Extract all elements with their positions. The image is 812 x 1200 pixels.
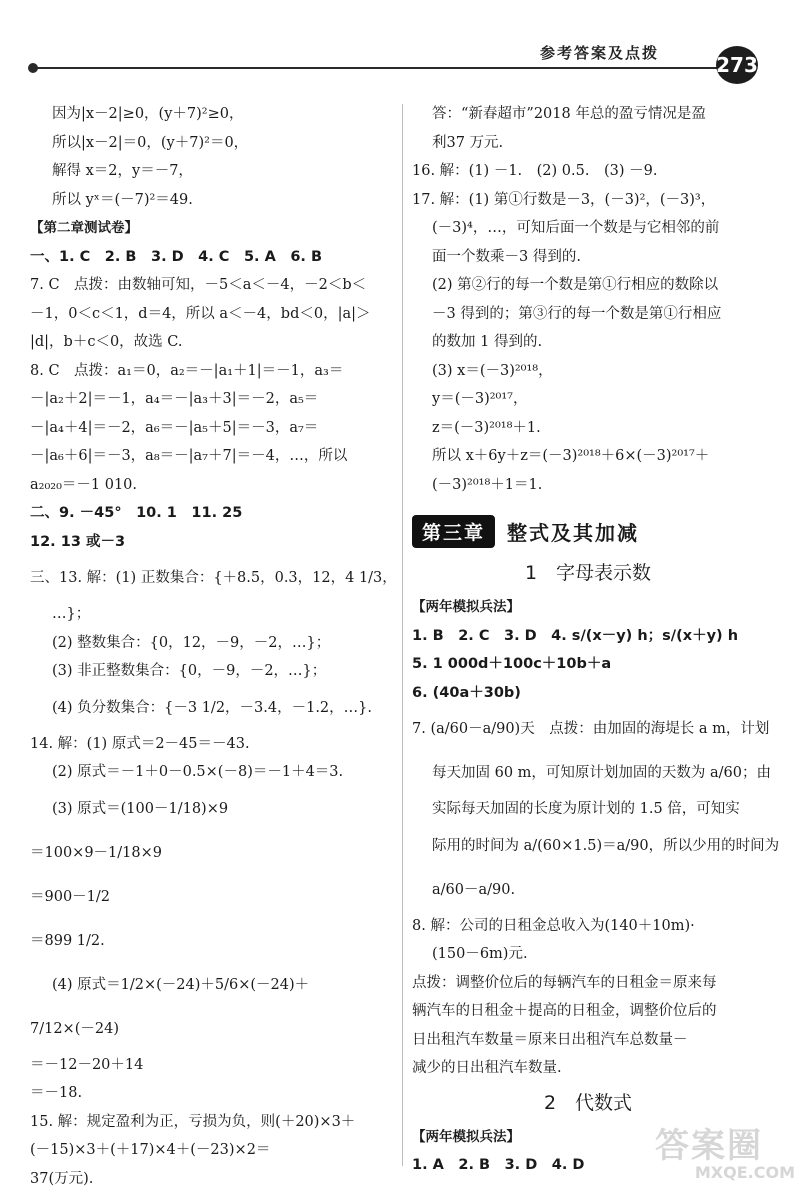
answer-line: a/60－a/90. <box>432 881 516 898</box>
chapter-title: 整式及其加减 <box>507 520 640 545</box>
answer-line: 解得 x＝2，y＝－7， <box>52 163 193 179</box>
answer-line: ＝899 1/2. <box>30 932 105 949</box>
answer-line: －1，0＜c＜1，d＝4，所以 a＜－4，bd＜0，|a|＞ <box>30 305 371 322</box>
answer-line: (3) 非正整数集合：{0，－9，－2，…}； <box>52 663 327 679</box>
answer-line: 5. 1 000d＋100c＋10b＋a <box>412 656 612 672</box>
section-heading: 【两年模拟兵法】 <box>412 1128 520 1145</box>
answer-line: 6. (40a＋30b) <box>412 684 521 701</box>
page-number-badge: 273 <box>716 46 758 84</box>
answer-line: 所以 x＋6y＋z＝(－3)²⁰¹⁸＋6×(－3)²⁰¹⁷＋ <box>432 448 710 464</box>
answer-line: |d|，b＋c＜0，故选 C. <box>30 334 183 350</box>
header-rule <box>30 67 720 69</box>
answer-line: ＝900－1/2 <box>30 888 111 905</box>
answer-line: 点拨：调整价位后的每辆汽车的日租金＝原来每 <box>412 974 717 991</box>
answer-line: 日出租汽车数量＝原来日出租汽车总数量－ <box>412 1031 688 1048</box>
answer-line: 一、1. C 2. B 3. D 4. C 5. A 6. B <box>30 248 323 265</box>
site-watermark <box>655 1118 795 1184</box>
answer-line: 7. C 点拨：由数轴可知，－5＜a＜－4，－2＜b＜ <box>30 277 367 293</box>
answer-line: －3 得到的；第③行的每一个数是第①行相应 <box>432 305 722 322</box>
answer-line: 三、13. 解：(1) 正数集合：{＋8.5，0.3，12，4 1/3， <box>30 570 397 586</box>
answer-line: …}； <box>52 606 91 622</box>
watermark-logo-text: 答案圈 <box>655 1126 763 1166</box>
lesson-title: 1 字母表示数 <box>524 562 652 584</box>
answer-line: 际用的时间为 a/(60×1.5)＝a/90，所以少用的时间为 <box>432 837 780 854</box>
answer-line: 17. 解：(1) 第①行数是－3，(－3)²，(－3)³， <box>412 191 716 208</box>
answer-line: (4) 负分数集合：{－3 1/2，－3.4，－1.2，…}. <box>52 699 372 716</box>
column-divider <box>402 104 403 1166</box>
answer-line: (150－6m)元. <box>432 946 528 962</box>
answer-line: (－3)²⁰¹⁸＋1＝1. <box>432 476 543 493</box>
answer-line: y＝(－3)²⁰¹⁷， <box>432 391 528 407</box>
answer-line: 面一个数乘－3 得到的. <box>432 248 581 265</box>
chapter-heading <box>412 509 764 553</box>
left-column <box>30 100 397 1193</box>
section-heading: 【第二章测试卷】 <box>30 220 138 236</box>
answer-line: ＝－18. <box>30 1085 83 1101</box>
answer-line: 16. 解：(1) －1. (2) 0.5. (3) －9. <box>412 163 658 179</box>
answer-line: 辆汽车的日租金＋提高的日租金，调整价位后的 <box>412 1003 717 1019</box>
answer-line: 答：“新春超市”2018 年总的盈亏情况是盈 <box>432 106 706 122</box>
answer-line: (－15)×3＋(＋17)×4＋(－23)×2＝ <box>30 1142 271 1158</box>
answer-line: 所以 yˣ＝(－7)²＝49. <box>52 191 193 208</box>
answer-line: 因为|x－2|≥0，(y＋7)²≥0， <box>52 106 244 122</box>
right-column <box>412 100 780 1180</box>
answer-line: (2) 整数集合：{0，12，－9，－2，…}； <box>52 634 331 651</box>
answer-line: －|a₂＋2|＝－1，a₄＝－|a₃＋3|＝－2，a₅＝ <box>30 391 319 407</box>
answer-line: ＝100×9－1/18×9 <box>30 844 162 861</box>
answer-line: z＝(－3)²⁰¹⁸＋1. <box>432 419 541 436</box>
answer-line: 7. (a/60－a/90)天 点拨：由加固的海堤长 a m，计划 <box>412 721 770 737</box>
answer-line: (3) x＝(－3)²⁰¹⁸， <box>432 362 553 379</box>
lesson-title: 2 代数式 <box>543 1091 633 1114</box>
answer-line: (2) 第②行的每一个数是第①行相应的数除以 <box>432 277 719 293</box>
watermark-url: MXQE.COM <box>694 1163 795 1182</box>
answer-line: 12. 13 或－3 <box>30 533 126 550</box>
section-heading: 【两年模拟兵法】 <box>412 599 520 615</box>
answer-line: －|a₄＋4|＝－2，a₆＝－|a₅＋5|＝－3，a₇＝ <box>30 419 319 436</box>
chapter-badge: 第三章 <box>412 515 495 548</box>
answer-line: (2) 原式＝－1＋0－0.5×(－8)＝－1＋4＝3. <box>52 764 344 780</box>
answer-line: a₂₀₂₀＝－1 010. <box>30 476 138 493</box>
answer-line: 实际每天加固的长度为原计划的 1.5 倍，可知实 <box>432 801 740 817</box>
answer-line: 1. A 2. B 3. D 4. D <box>412 1157 585 1173</box>
answer-line: 利37 万元. <box>432 134 504 151</box>
answer-line: (－3)⁴，…，可知后面一个数是与它相邻的前 <box>432 220 720 236</box>
answer-line: 8. C 点拨：a₁＝0，a₂＝－|a₁＋1|＝－1，a₃＝ <box>30 362 344 379</box>
answer-line: 所以|x－2|＝0，(y＋7)²＝0， <box>52 134 249 151</box>
answer-line: 每天加固 60 m，可知原计划加固的天数为 a/60；由 <box>432 765 772 781</box>
answer-line: 减少的日出租汽车数量. <box>412 1060 562 1076</box>
answer-line: (3) 原式＝(100－1/18)×9 <box>52 800 229 817</box>
answer-line: 15. 解：规定盈利为正，亏损为负，则(＋20)×3＋ <box>30 1113 356 1130</box>
answer-line: 1. B 2. C 3. D 4. s/(x－y) h；s/(x＋y) h <box>412 627 739 644</box>
answer-line: 14. 解：(1) 原式＝2－45＝－43. <box>30 735 250 752</box>
header-title: 参考答案及点拨 <box>540 44 660 62</box>
answer-line: 二、9. －45° 10. 1 11. 25 <box>30 505 243 521</box>
answer-line: －|a₆＋6|＝－3，a₈＝－|a₇＋7|＝－4，…，所以 <box>30 448 348 464</box>
answer-line: ＝－12－20＋14 <box>30 1056 144 1073</box>
answer-line: 的数加 1 得到的. <box>432 334 543 350</box>
answer-line: 8. 解：公司的日租金总收入为(140＋10m)· <box>412 917 695 934</box>
answer-line: (4) 原式＝1/2×(－24)＋5/6×(－24)＋ <box>52 976 310 993</box>
answer-line: 7/12×(－24) <box>30 1020 119 1037</box>
answer-line: 37(万元). <box>30 1170 94 1187</box>
